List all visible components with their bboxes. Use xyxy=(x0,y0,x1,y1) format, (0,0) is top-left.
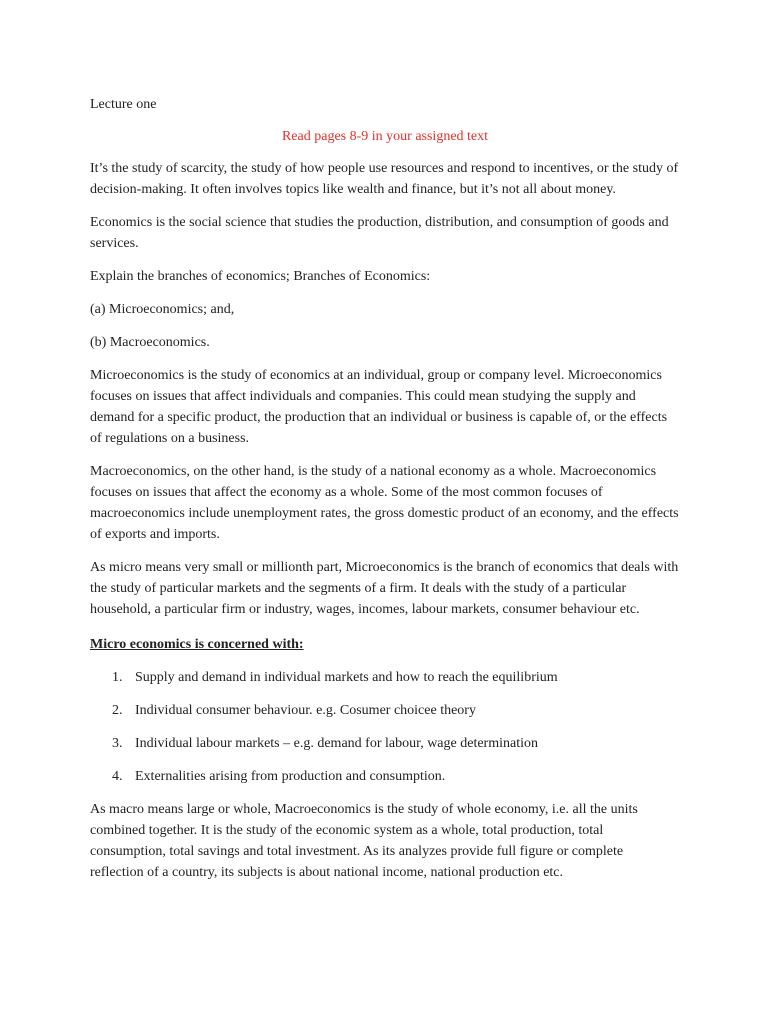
list-item-text: Supply and demand in individual markets and how to reach the equilibrium xyxy=(135,670,558,685)
lecture-title: Lecture one xyxy=(90,97,157,112)
document-page xyxy=(90,94,680,895)
list-item xyxy=(90,700,680,721)
branch-a: (a) Microeconomics; and, xyxy=(90,302,235,317)
list-item-number: 4. xyxy=(112,769,123,784)
branch-b: (b) Macroeconomics. xyxy=(90,335,210,350)
definition-paragraph: Economics is the social science that studies the production, distribution, and consumption of goods and services. xyxy=(90,215,669,251)
list-item-number: 1. xyxy=(112,670,123,685)
intro-paragraph: It’s the study of scarcity, the study of how people use resources and respond to incentives, or the study of decision-making. It often involves topics like wealth and finance, but it’s not all about money. xyxy=(90,161,679,197)
list-item-text: Externalities arising from production and consumption. xyxy=(135,769,446,784)
macro-meaning-paragraph: As macro means large or whole, Macroeconomics is the study of whole economy, i.e. all the units combined together. It is the study of the economic system as a whole, total production, total consumption, total savings and total investment. As its analyzes provide full figure or complete reflection of a country, its subjects is about national income, national production etc. xyxy=(90,802,638,880)
list-item-text: Individual labour markets – e.g. demand for labour, wage determination xyxy=(135,736,538,751)
list-item xyxy=(90,733,680,754)
list-item-text: Individual consumer behaviour. e.g. Cosumer choicee theory xyxy=(135,703,476,718)
microeconomics-paragraph: Microeconomics is the study of economics at an individual, group or company level. Microeconomics focuses on issues that affect individuals and companies. This could mean studying the supply and demand for a specific product, the production that an individual or business is capable of, or the effects of regulations on a business. xyxy=(90,368,668,446)
assigned-reading-note: Read pages 8-9 in your assigned text xyxy=(281,129,489,144)
list-item-number: 3. xyxy=(112,736,123,751)
macroeconomics-paragraph: Macroeconomics, on the other hand, is the study of a national economy as a whole. Macroeconomics focuses on issues that affect the economy as a whole. Some of the most common focuses of macroeconomics include unemployment rates, the gross domestic product of an economy, and the effects of exports and imports. xyxy=(90,464,679,542)
micro-concerns-heading: Micro economics is concerned with: xyxy=(90,637,304,652)
list-item-number: 2. xyxy=(112,703,123,718)
micro-meaning-paragraph: As micro means very small or millionth part, Microeconomics is the branch of economics that deals with the study of particular markets and the segments of a firm. It deals with the study of a particular household, a particular firm or industry, wages, incomes, labour markets, consumer behaviour etc. xyxy=(90,560,679,617)
branches-question: Explain the branches of economics; Branches of Economics: xyxy=(90,269,431,284)
list-item xyxy=(90,667,680,688)
list-item xyxy=(90,766,680,787)
micro-concerns-list xyxy=(90,667,680,787)
